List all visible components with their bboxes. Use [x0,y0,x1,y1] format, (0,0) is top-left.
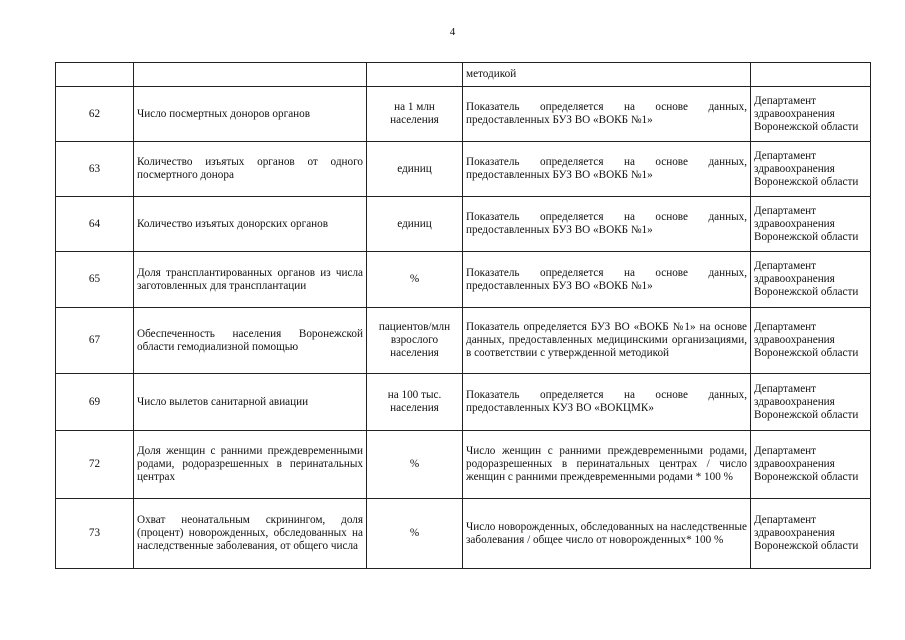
table-row [56,431,871,499]
row-number: 65 [56,252,134,308]
responsible-body: Департамент здравоохранения Воронежской области [751,197,871,252]
unit-of-measure: на 100 тыс. населения [367,374,463,431]
table-row [56,499,871,569]
table-row [56,308,871,374]
responsible-body: Департамент здравоохранения Воронежской области [751,252,871,308]
unit-of-measure: пациентов/млн взрослого населения [367,308,463,374]
table-row [56,87,871,142]
calculation-method: Показатель определяется на основе данных, предоставленных БУЗ ВО «ВОКБ №1» [463,252,751,308]
calculation-method: Показатель определяется БУЗ ВО «ВОКБ №1» на основе данных, предоставленных медицинскими организациями, в соответствии с утвержденной методикой [463,308,751,374]
unit-of-measure [367,63,463,87]
page-number: 4 [449,26,456,38]
unit-of-measure: единиц [367,197,463,252]
indicator-name [134,63,367,87]
calculation-method: методикой [463,63,751,87]
responsible-body: Департамент здравоохранения Воронежской области [751,142,871,197]
row-number [56,63,134,87]
responsible-body: Департамент здравоохранения Воронежской области [751,308,871,374]
calculation-method: Число новорожденных, обследованных на наследственные заболевания / общее число от новорожденных* 100 % [463,499,751,569]
indicators-table [55,62,871,569]
indicator-name: Количество изъятых органов от одного посмертного донора [134,142,367,197]
row-number: 63 [56,142,134,197]
calculation-method: Показатель определяется на основе данных, предоставленных КУЗ ВО «ВОКЦМК» [463,374,751,431]
indicator-name: Охват неонатальным скринингом, доля (процент) новорожденных, обследованных на наследственные заболевания, от общего числа [134,499,367,569]
row-number: 73 [56,499,134,569]
table-row [56,252,871,308]
row-number: 72 [56,431,134,499]
indicator-name: Число посмертных доноров органов [134,87,367,142]
unit-of-measure: % [367,252,463,308]
indicator-name: Число вылетов санитарной авиации [134,374,367,431]
row-number: 69 [56,374,134,431]
calculation-method: Показатель определяется на основе данных, предоставленных БУЗ ВО «ВОКБ №1» [463,142,751,197]
unit-of-measure: % [367,431,463,499]
unit-of-measure: на 1 млн населения [367,87,463,142]
indicator-name: Обеспеченность населения Воронежской области гемодиализной помощью [134,308,367,374]
responsible-body: Департамент здравоохранения Воронежской области [751,87,871,142]
unit-of-measure: % [367,499,463,569]
responsible-body [751,63,871,87]
table-row [56,374,871,431]
table-row [56,197,871,252]
row-number: 67 [56,308,134,374]
row-number: 64 [56,197,134,252]
calculation-method: Показатель определяется на основе данных, предоставленных БУЗ ВО «ВОКБ №1» [463,87,751,142]
table-row [56,142,871,197]
indicator-name: Доля женщин с ранними преждевременными родами, родоразрешенных в перинатальных центрах [134,431,367,499]
calculation-method: Показатель определяется на основе данных, предоставленных БУЗ ВО «ВОКБ №1» [463,197,751,252]
responsible-body: Департамент здравоохранения Воронежской области [751,374,871,431]
row-number: 62 [56,87,134,142]
responsible-body: Департамент здравоохранения Воронежской области [751,499,871,569]
calculation-method: Число женщин с ранними преждевременными родами, родоразрешенных в перинатальных центрах / число женщин с ранними преждевременными родами * 100 % [463,431,751,499]
unit-of-measure: единиц [367,142,463,197]
indicator-name: Количество изъятых донорских органов [134,197,367,252]
indicator-name: Доля трансплантированных органов из числа заготовленных для трансплантации [134,252,367,308]
table-row [56,63,871,87]
responsible-body: Департамент здравоохранения Воронежской области [751,431,871,499]
